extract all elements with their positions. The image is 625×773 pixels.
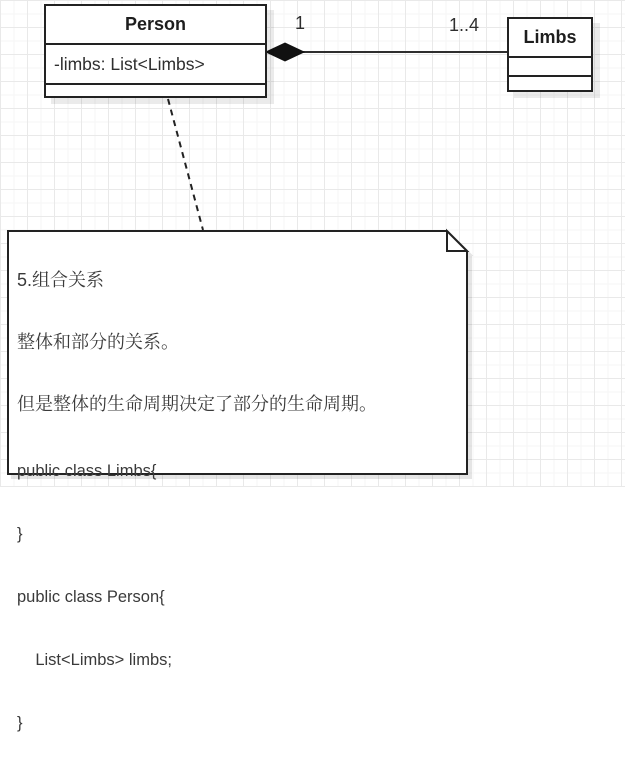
class-methods-compartment-empty <box>509 77 591 90</box>
note-text-block <box>17 231 459 773</box>
class-title-limbs: Limbs <box>509 19 591 58</box>
note-code-line: } <box>17 525 23 543</box>
note-anchor-dashed-line <box>168 99 203 230</box>
class-box-person <box>44 4 267 98</box>
class-title-person: Person <box>46 6 265 45</box>
composition-diamond-icon <box>266 43 304 61</box>
multiplicity-person-end: 1 <box>295 13 306 33</box>
class-box-limbs <box>507 17 593 92</box>
class-methods-compartment-empty <box>46 85 265 96</box>
class-attributes-compartment-empty <box>509 58 591 77</box>
note-line: 但是整体的生命周期决定了部分的生命周期。 <box>17 394 377 414</box>
note-code-line: public class Person{ <box>17 588 165 606</box>
note-code-line: public class Limbs{ <box>17 462 157 480</box>
multiplicity-limbs-end: 1..4 <box>449 15 480 35</box>
note-code-line: List<Limbs> limbs; <box>17 651 172 669</box>
class-attribute-person: -limbs: List<Limbs> <box>46 45 265 85</box>
note-line: 整体和部分的关系。 <box>17 332 179 352</box>
note-line: 5.组合关系 <box>17 270 105 290</box>
note-code-line: } <box>17 714 23 732</box>
